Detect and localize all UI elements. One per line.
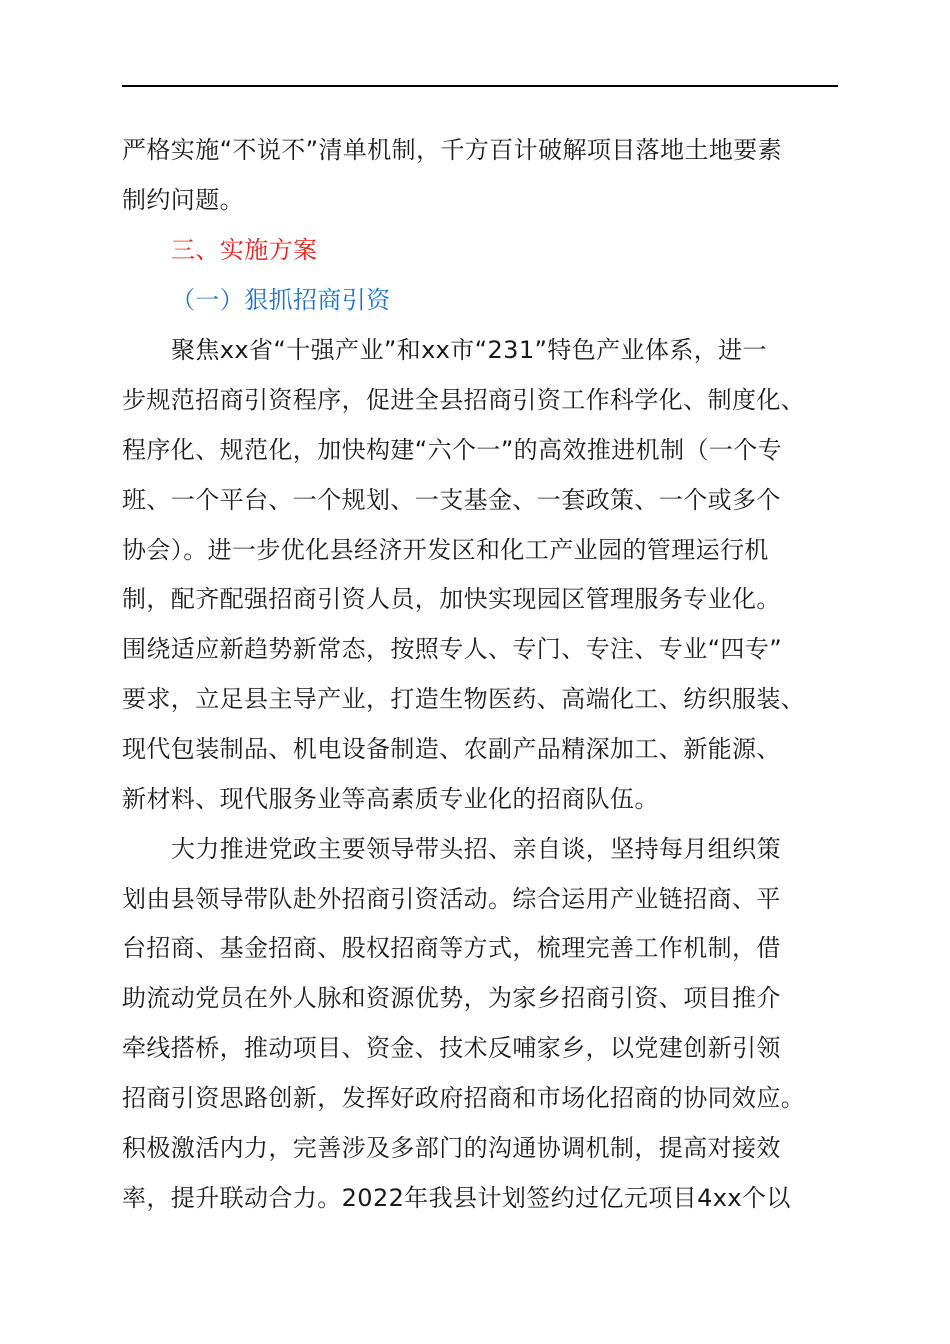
section-heading: 三、实施方案 [171,236,318,264]
body-text-line: 程序化、规范化，加快构建“六个一”的高效推进机制（一个专 [122,436,783,464]
body-text-line: 步规范招商引资程序，促进全县招商引资工作科学化、制度化、 [122,386,806,414]
body-text-line: 制约问题。 [122,186,244,214]
body-text-line: 现代包装制品、机电设备制造、农副产品精深加工、新能源、 [122,735,781,763]
body-text-line: 围绕适应新趋势新常态，按照专人、专门、专注、专业“四专” [122,635,783,663]
body-text-line: 班、一个平台、一个规划、一支基金、一套政策、一个或多个 [122,486,781,514]
body-text-line: 制，配齐配强招商引资人员，加快实现园区管理服务专业化。 [122,585,781,613]
body-text-line: 协会）。进一步优化县经济开发区和化工产业园的管理运行机 [122,536,769,564]
body-text-line: 招商引资思路创新，发挥好政府招商和市场化招商的协同效应。 [122,1084,806,1112]
subsection-heading: （一）狠抓招商引资 [171,286,391,314]
paragraph-first-line: 大力推进党政主要领导带头招、亲自谈，坚持每月组织策 [171,835,781,863]
body-text-line: 助流动党员在外人脉和资源优势，为家乡招商引资、项目推介 [122,984,781,1012]
body-text-line: 要求，立足县主导产业，打造生物医药、高端化工、纺织服装、 [122,685,806,713]
body-text-line: 新材料、现代服务业等高素质专业化的招商队伍。 [122,785,659,813]
paragraph-first-line: 聚焦xx省“十强产业”和xx市“231”特色产业体系，进一 [171,336,767,364]
header-rule [122,85,838,87]
body-text-line: 严格实施“不说不”清单机制，千方百计破解项目落地土地要素 [122,136,783,164]
body-text-line: 率，提升联动合力。2022年我县计划签约过亿元项目4xx个以 [122,1184,791,1212]
body-text-line: 台招商、基金招商、股权招商等方式，梳理完善工作机制，借 [122,934,781,962]
body-text-line: 积极激活内力，完善涉及多部门的沟通协调机制，提高对接效 [122,1134,781,1162]
body-text-line: 划由县领导带队赴外招商引资活动。综合运用产业链招商、平 [122,885,781,913]
body-text-line: 牵线搭桥，推动项目、资金、技术反哺家乡，以党建创新引领 [122,1034,781,1062]
